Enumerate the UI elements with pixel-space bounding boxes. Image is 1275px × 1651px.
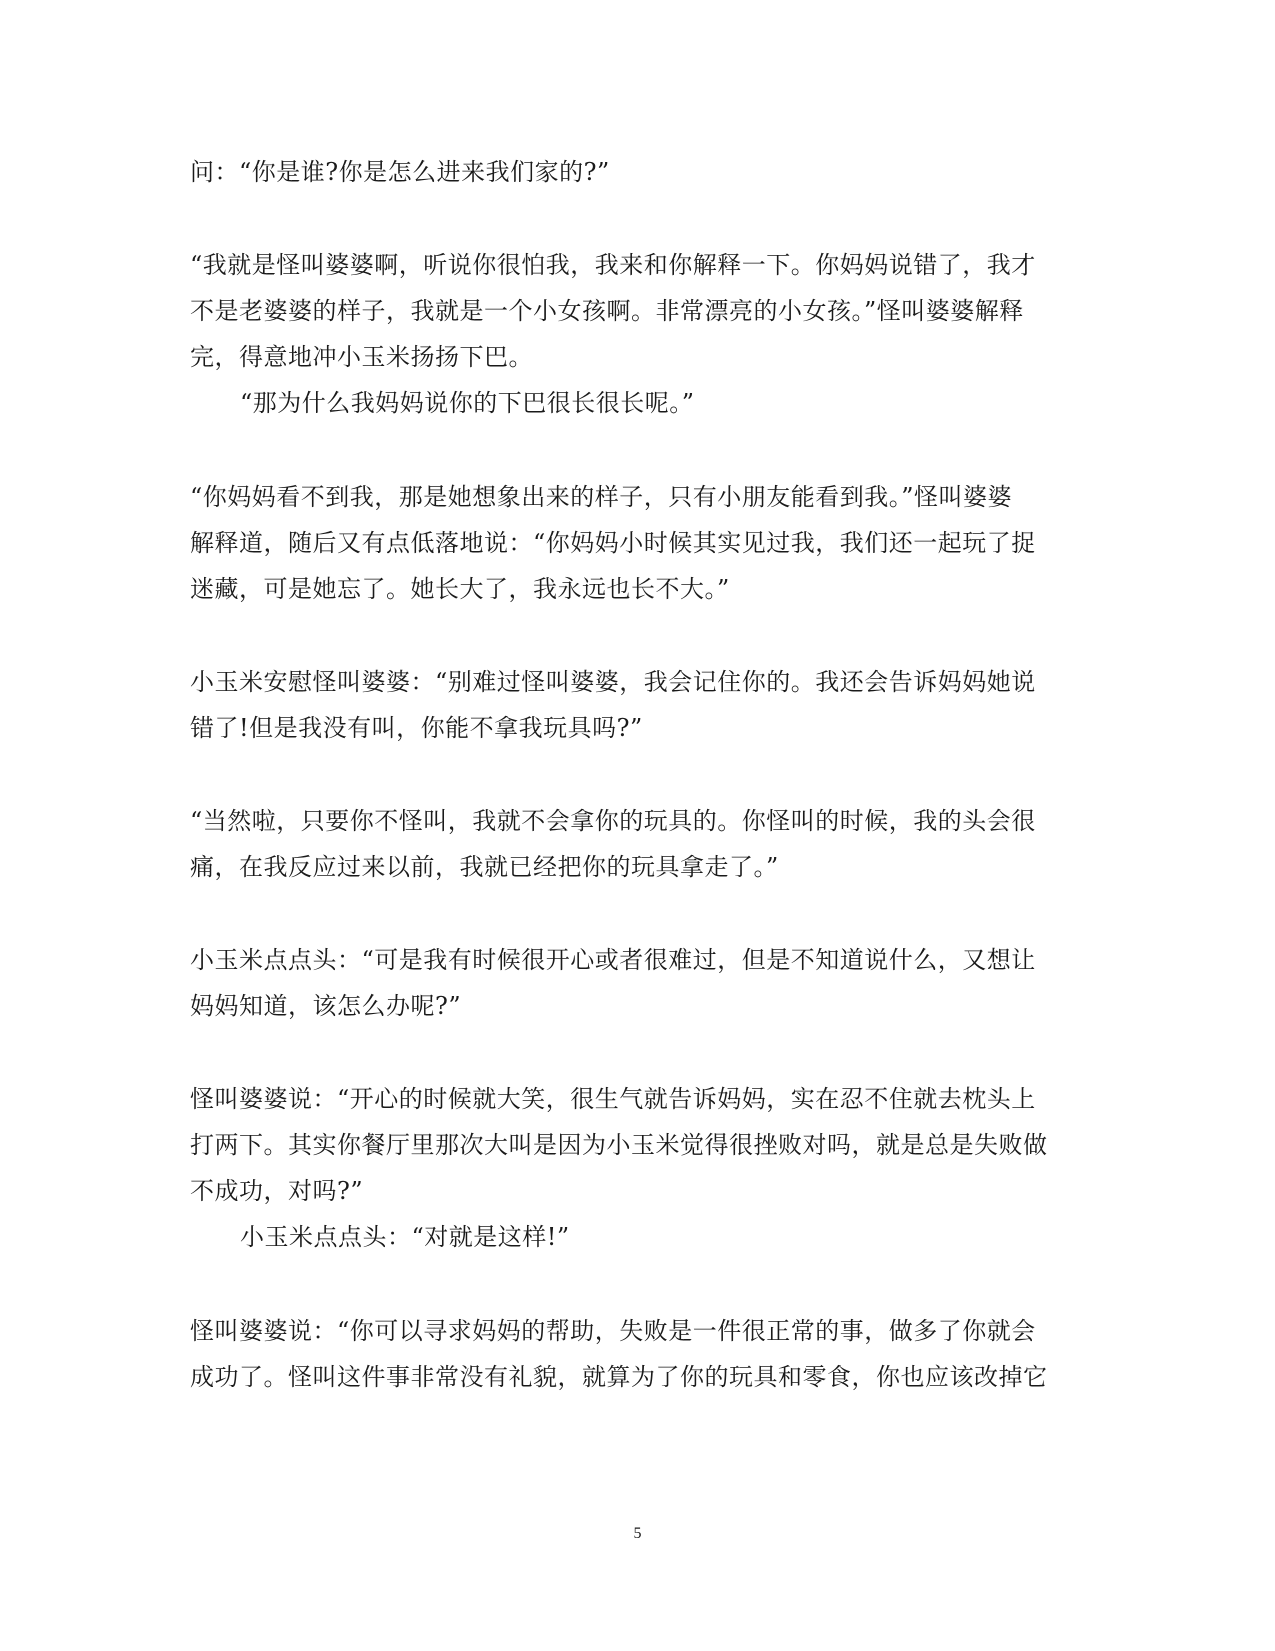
text-line: 怪叫婆婆说：“你可以寻求妈妈的帮助，失败是一件很正常的事，做多了你就会 (190, 1317, 1036, 1345)
text-line: “我就是怪叫婆婆啊，听说你很怕我，我来和你解释一下。你妈妈说错了，我才 (190, 251, 1036, 279)
text-line: 打两下。其实你餐厅里那次大叫是因为小玉米觉得很挫败对吗，就是总是失败做 (190, 1131, 1048, 1159)
text-line: 迷藏，可是她忘了。她长大了，我永远也长不大。” (190, 575, 730, 603)
text-line: 解释道，随后又有点低落地说：“你妈妈小时候其实见过我，我们还一起玩了捉 (190, 529, 1036, 557)
text-line: “你妈妈看不到我，那是她想象出来的样子，只有小朋友能看到我。”怪叫婆婆 (190, 483, 1013, 511)
page-number: 5 (633, 1525, 642, 1542)
text-line: 妈妈知道，该怎么办呢?” (190, 992, 462, 1020)
text-line: 痛，在我反应过来以前，我就已经把你的玩具拿走了。” (190, 853, 779, 881)
text-line: 错了!但是我没有叫，你能不拿我玩具吗?” (190, 714, 643, 742)
text-line: 不是老婆婆的样子，我就是一个小女孩啊。非常漂亮的小女孩。”怪叫婆婆解释 (190, 297, 1024, 325)
text-line: 怪叫婆婆说：“开心的时候就大笑，很生气就告诉妈妈，实在忍不住就去枕头上 (190, 1085, 1036, 1113)
text-line: 不成功，对吗?” (190, 1177, 364, 1205)
text-line: “当然啦，只要你不怪叫，我就不会拿你的玩具的。你怪叫的时候，我的头会很 (190, 807, 1036, 835)
text-line: 成功了。怪叫这件事非常没有礼貌，就算为了你的玩具和零食，你也应该改掉它 (190, 1363, 1048, 1391)
text-line: 完，得意地冲小玉米扬扬下巴。 (190, 343, 533, 371)
text-line: 小玉米安慰怪叫婆婆：“别难过怪叫婆婆，我会记住你的。我还会告诉妈妈她说 (190, 668, 1036, 696)
text-line: “那为什么我妈妈说你的下巴很长很长呢。” (240, 389, 695, 417)
text-line: 小玉米点点头：“可是我有时候很开心或者很难过，但是不知道说什么，又想让 (190, 946, 1036, 974)
text-line: 问：“你是谁?你是怎么进来我们家的?” (190, 158, 610, 186)
text-line: 小玉米点点头：“对就是这样!” (240, 1223, 570, 1251)
